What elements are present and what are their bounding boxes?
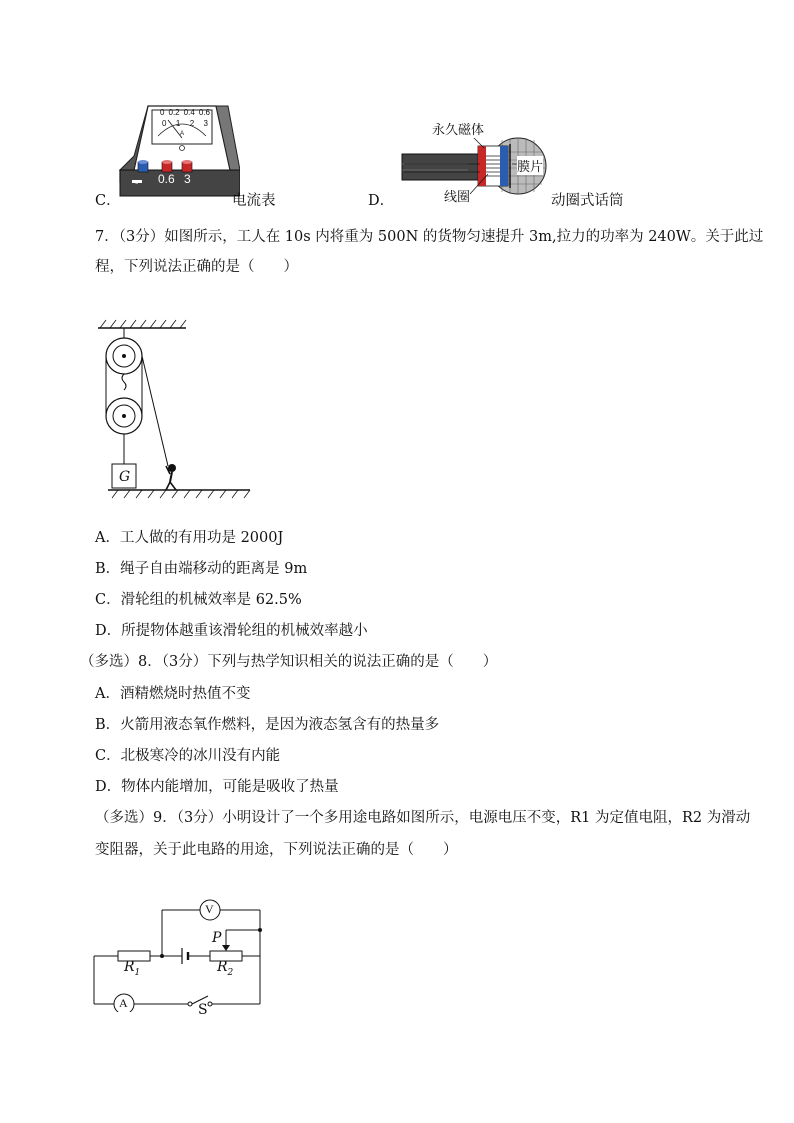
scale-bottom-0: 0 — [162, 119, 167, 128]
circuit-diagram — [88, 896, 268, 1012]
pulley-figure — [94, 318, 254, 514]
q7-option-d: D．所提物体越重该滑轮组的机械效率越小 — [95, 623, 368, 639]
switch-label-s: S — [198, 1002, 208, 1018]
q7-option-c: C．滑轮组的机械效率是 62.5% — [95, 592, 302, 608]
option-c-caption: 电流表 — [232, 193, 276, 209]
resistor-r2-label — [217, 959, 233, 978]
r1-subscript: 1 — [134, 967, 141, 978]
option-d-caption: 动圈式话筒 — [551, 193, 624, 209]
q8-stem: （多选）8．（3分）下列与热学知识相关的说法正确的是（ ） — [80, 654, 498, 670]
ammeter-unit: A — [180, 131, 185, 137]
resistor-r1-label — [124, 959, 140, 978]
q8-option-b: B．火箭用液态氧作燃料，是因为液态氢含有的热量多 — [95, 717, 440, 733]
ammeter-scale-top — [160, 108, 210, 117]
label-coil: 线圈 — [444, 186, 470, 205]
ammeter-label: A — [119, 996, 128, 1010]
r1-symbol: R — [124, 959, 135, 975]
scale-bottom-1: 1 — [175, 119, 181, 128]
q7-option-b: B．绳子自由端移动的距离是 9m — [95, 561, 308, 577]
label-membrane: 膜片 — [517, 156, 543, 175]
ammeter-terminal-3: 3 — [184, 172, 191, 186]
ammeter-scale-bottom — [162, 119, 208, 128]
label-permanent-magnet: 永久磁体 — [432, 119, 484, 138]
q8-option-a: A．酒精燃烧时热值不变 — [95, 686, 251, 702]
r2-subscript: 2 — [227, 967, 234, 978]
scale-bottom-2: 2 — [189, 119, 195, 128]
q9-stem-line2: 变阻器，关于此电路的用途，下列说法正确的是（ ） — [95, 842, 458, 858]
scale-bottom-3: 3 — [203, 119, 208, 128]
q7-stem-line1: 7．（3分）如图所示，工人在 10s 内将重为 500N 的货物匀速提升 3m,拉力的功率为 240W。关于此过 — [95, 229, 764, 245]
q7-option-a: A．工人做的有用功是 2000J — [95, 530, 284, 546]
q8-option-c: C．北极寒冷的冰川没有内能 — [95, 748, 281, 764]
q9-stem-line1: （多选）9．（3分）小明设计了一个多用途电路如图所示，电源电压不变，R1 为定值电阻，R2 为滑动 — [95, 810, 751, 826]
q8-option-d: D．物体内能增加，可能是吸收了热量 — [95, 779, 339, 795]
load-label-g: G — [119, 469, 131, 485]
ammeter-terminal-06: 0.6 — [158, 172, 175, 186]
option-d-letter: D． — [368, 193, 395, 209]
scale-top-2: 0.4 — [183, 108, 195, 117]
voltmeter-label: V — [205, 902, 214, 916]
scale-top-0: 0 — [160, 108, 165, 117]
scale-top-3: 0.6 — [198, 108, 210, 117]
ammeter-minus-label: - — [135, 178, 139, 189]
slider-label-p: P — [212, 930, 222, 946]
q7-stem-line2: 程，下列说法正确的是（ ） — [95, 259, 298, 275]
scale-top-1: 0.2 — [168, 108, 180, 117]
option-c-letter: C． — [95, 193, 121, 209]
r2-symbol: R — [217, 959, 228, 975]
